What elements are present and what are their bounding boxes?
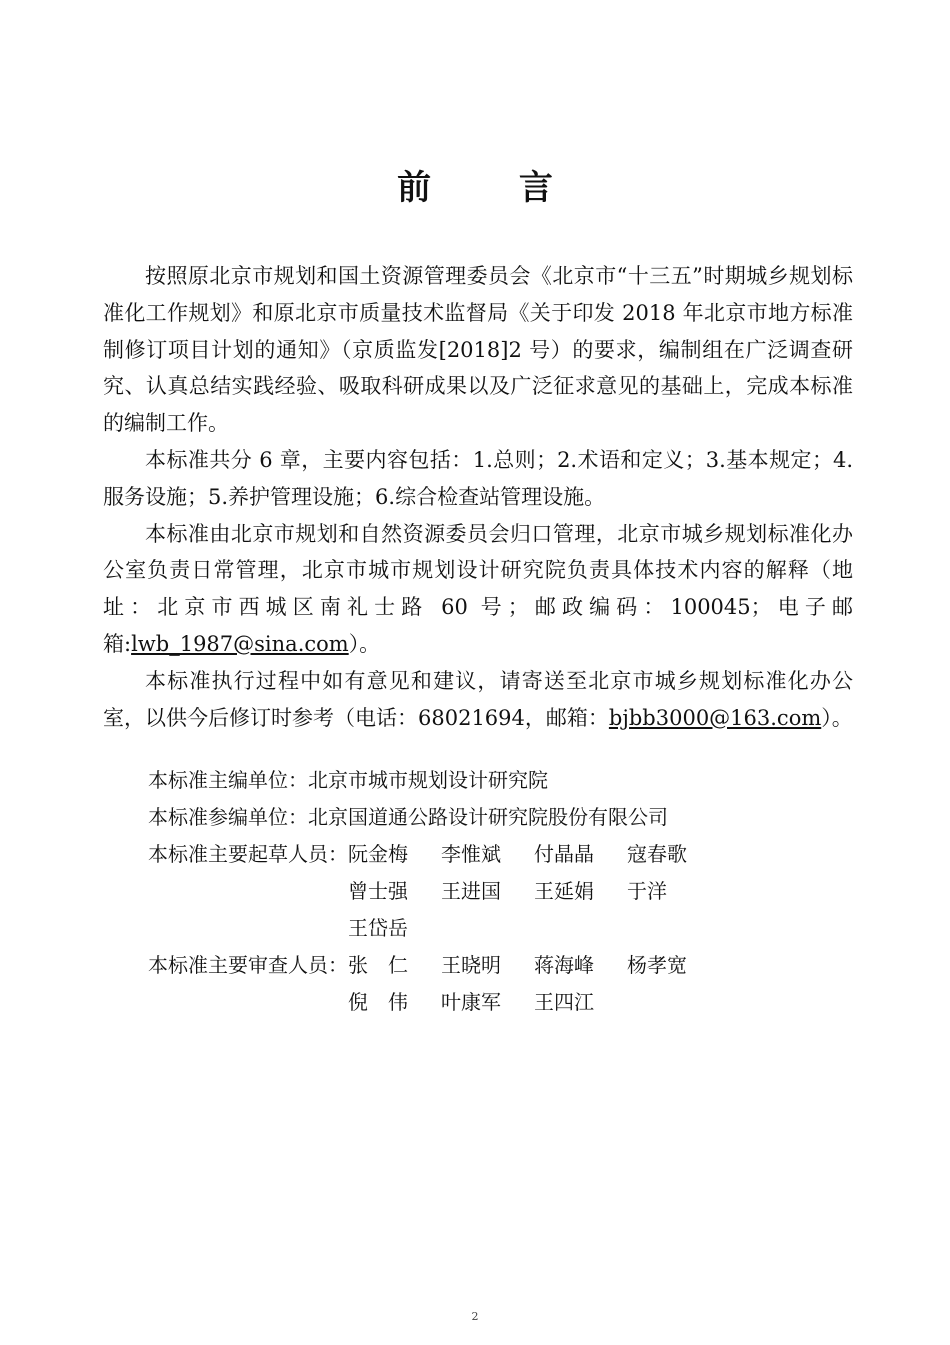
- reviewer-name: 倪 伟: [348, 990, 408, 1014]
- email-link-1[interactable]: lwb_1987@sina.com: [131, 631, 349, 656]
- paragraph-3-text: 本标准由北京市规划和自然资源委员会归口管理，北京市城乡规划标准化办公室负责日常管理，北京市城市规划设计研究院负责具体技术内容的解释（地址：北京市西城区南礼士路 60 号；邮政编码：100045；电子邮箱:: [103, 521, 853, 656]
- page-number: 2: [471, 1310, 479, 1323]
- participant-unit-label: 本标准参编单位：: [148, 805, 308, 829]
- reviewers-list: [348, 947, 720, 1021]
- drafter-name: 于洋: [627, 879, 667, 903]
- chief-unit-value: 北京市城市规划设计研究院: [308, 768, 548, 792]
- email-link-2[interactable]: bjbb3000@163.com: [608, 705, 822, 730]
- drafters-block: [148, 836, 868, 947]
- chief-unit-label: 本标准主编单位：: [148, 768, 308, 792]
- foreword-body: [103, 258, 853, 736]
- paragraph-4: [103, 663, 853, 737]
- participant-unit-row: [148, 799, 868, 836]
- drafters-label: 本标准主要起草人员：: [148, 842, 348, 866]
- paragraph-3: [103, 516, 853, 663]
- paragraph-3-end: ）。: [348, 631, 381, 656]
- units-section: [148, 762, 868, 1021]
- drafter-name: 付晶晶: [534, 842, 594, 866]
- reviewers-block: [148, 947, 868, 1021]
- drafter-name: 曾士强: [348, 879, 408, 903]
- drafter-name: 寇春歌: [627, 842, 687, 866]
- reviewer-name: 王四江: [534, 990, 594, 1014]
- reviewer-name: 张 仁: [348, 953, 408, 977]
- drafter-name: 王进国: [441, 879, 501, 903]
- drafter-name: 阮金梅: [348, 842, 408, 866]
- drafter-name: 王岱岳: [348, 916, 408, 940]
- paragraph-4-text: 本标准执行过程中如有意见和建议，请寄送至北京市城乡规划标准化办公室，以供今后修订时参考（电话：68021694，邮箱：: [103, 668, 853, 730]
- reviewers-label: 本标准主要审查人员：: [148, 953, 348, 977]
- drafter-name: 李惟斌: [441, 842, 501, 866]
- reviewer-name: 王晓明: [441, 953, 501, 977]
- drafters-list: [348, 836, 720, 947]
- reviewer-name: 杨孝宽: [627, 953, 687, 977]
- chief-unit-row: [148, 762, 868, 799]
- reviewer-name: 蒋海峰: [534, 953, 594, 977]
- drafter-name: 王延娟: [534, 879, 594, 903]
- page-title: 前 言: [397, 168, 591, 208]
- paragraph-2: 本标准共分 6 章，主要内容包括：1.总则；2.术语和定义；3.基本规定；4.服务设施；5.养护管理设施；6.综合检查站管理设施。: [103, 447, 853, 509]
- paragraph-4-end: ）。: [821, 705, 853, 730]
- reviewer-name: 叶康军: [441, 990, 501, 1014]
- participant-unit-value: 北京国道通公路设计研究院股份有限公司: [308, 805, 668, 829]
- paragraph-1: 按照原北京市规划和国土资源管理委员会《北京市“十三五”时期城乡规划标准化工作规划》和原北京市质量技术监督局《关于印发 2018 年北京市地方标准制修订项目计划的通知》（京质监发[2018]2 号）的要求，编制组在广泛调查研究、认真总结实践经验、吸取科研成果以及广泛征求意见的基础上，完成本标准的编制工作。: [103, 264, 853, 436]
